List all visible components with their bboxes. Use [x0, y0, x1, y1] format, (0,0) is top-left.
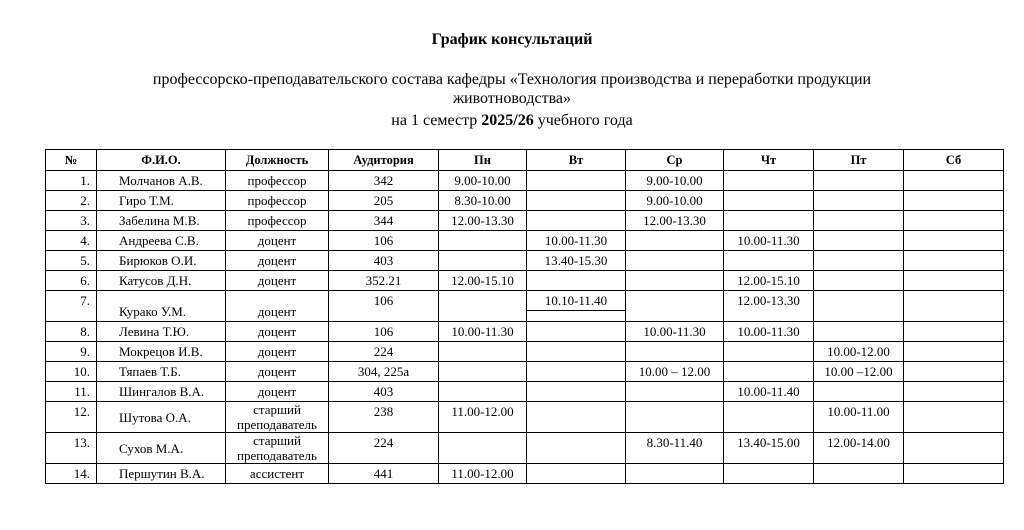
cell-tue: [527, 382, 626, 402]
cell-room: 441: [329, 464, 439, 484]
cell-fri: [814, 322, 904, 342]
cell-name: Мокрецов И.В.: [97, 342, 226, 362]
cell-num: 10.: [46, 362, 97, 382]
cell-num: 4.: [46, 231, 97, 251]
cell-thu: [724, 211, 814, 231]
cell-name: Шингалов В.А.: [97, 382, 226, 402]
cell-fri: 10.00-12.00: [814, 342, 904, 362]
cell-position: доцент: [226, 291, 329, 322]
cell-fri: [814, 231, 904, 251]
col-header-room: Аудитория: [329, 150, 439, 171]
cell-thu: 10.00-11.30: [724, 322, 814, 342]
consultation-table: [45, 149, 1004, 484]
cell-position: доцент: [226, 322, 329, 342]
semester-suffix: учебного года: [533, 112, 633, 129]
cell-wed: 10.00 – 12.00: [626, 362, 724, 382]
cell-tue: [527, 402, 626, 433]
table-row: [46, 211, 1004, 231]
page-subtitle: профессорско-преподавательского состава кафедры «Технология производства и переработки продукции животноводства»: [152, 71, 872, 107]
cell-sat: [904, 464, 1004, 484]
cell-wed: 10.00-11.30: [626, 322, 724, 342]
table-header-row: [46, 150, 1004, 171]
cell-num: 5.: [46, 251, 97, 271]
cell-name: Курако У.М.: [97, 291, 226, 322]
cell-fri: 12.00-14.00: [814, 433, 904, 464]
table-body: [46, 171, 1004, 484]
cell-fri: [814, 211, 904, 231]
page-title: График консультаций: [431, 31, 593, 48]
cell-name: Молчанов А.В.: [97, 171, 226, 191]
semester-year: 2025/26: [481, 112, 534, 129]
cell-fri: [814, 291, 904, 322]
cell-sat: [904, 271, 1004, 291]
cell-position: доцент: [226, 271, 329, 291]
col-header-num: №: [46, 150, 97, 171]
cell-fri: 10.00 –12.00: [814, 362, 904, 382]
cell-fri: [814, 251, 904, 271]
cell-sat: [904, 342, 1004, 362]
cell-name: Левина Т.Ю.: [97, 322, 226, 342]
col-header-thu: Чт: [724, 150, 814, 171]
cell-num: 7.: [46, 291, 97, 322]
cell-tue: [527, 362, 626, 382]
cell-tue: 10.00-11.30: [527, 231, 626, 251]
cell-thu: [724, 342, 814, 362]
cell-thu: [724, 171, 814, 191]
cell-fri: 10.00-11.00: [814, 402, 904, 433]
table-row: [46, 191, 1004, 211]
cell-num: 2.: [46, 191, 97, 211]
cell-wed: [626, 271, 724, 291]
cell-room: 344: [329, 211, 439, 231]
cell-room: 342: [329, 171, 439, 191]
cell-name: Тяпаев Т.Б.: [97, 362, 226, 382]
cell-name: Першутин В.А.: [97, 464, 226, 484]
cell-fri: [814, 171, 904, 191]
semester-line: [0, 111, 1024, 131]
cell-thu: [724, 362, 814, 382]
cell-wed: 9.00-10.00: [626, 171, 724, 191]
cell-fri: [814, 382, 904, 402]
cell-thu: 10.00-11.30: [724, 231, 814, 251]
cell-mon: 11.00-12.00: [439, 402, 527, 433]
cell-num: 8.: [46, 322, 97, 342]
cell-room: 205: [329, 191, 439, 211]
cell-tue: [527, 433, 626, 464]
cell-thu: 13.40-15.00: [724, 433, 814, 464]
cell-thu: [724, 402, 814, 433]
cell-num: 12.: [46, 402, 97, 433]
cell-position: ассистент: [226, 464, 329, 484]
cell-mon: [439, 231, 527, 251]
cell-room: 403: [329, 251, 439, 271]
cell-thu: 12.00-15.10: [724, 271, 814, 291]
cell-room: 224: [329, 342, 439, 362]
cell-room: 106: [329, 231, 439, 251]
cell-position: профессор: [226, 191, 329, 211]
cell-sat: [904, 402, 1004, 433]
cell-position: профессор: [226, 211, 329, 231]
cell-name: Бирюков О.И.: [97, 251, 226, 271]
cell-tue: [527, 271, 626, 291]
cell-thu: 10.00-11.40: [724, 382, 814, 402]
cell-name: Сухов М.А.: [97, 433, 226, 464]
cell-num: 14.: [46, 464, 97, 484]
cell-num: 3.: [46, 211, 97, 231]
cell-num: 6.: [46, 271, 97, 291]
cell-tue-text: 10.10-11.40: [527, 291, 625, 311]
table-row: [46, 251, 1004, 271]
cell-wed: 8.30-11.40: [626, 433, 724, 464]
cell-position: доцент: [226, 342, 329, 362]
cell-sat: [904, 251, 1004, 271]
table-row: [46, 171, 1004, 191]
table-row: [46, 291, 1004, 322]
col-header-fri: Пт: [814, 150, 904, 171]
cell-tue: [527, 211, 626, 231]
cell-room: 304, 225а: [329, 362, 439, 382]
cell-mon: [439, 251, 527, 271]
cell-tue: [527, 322, 626, 342]
cell-mon: 9.00-10.00: [439, 171, 527, 191]
col-header-sat: Сб: [904, 150, 1004, 171]
col-header-mon: Пн: [439, 150, 527, 171]
cell-name: Катусов Д.Н.: [97, 271, 226, 291]
cell-num: 9.: [46, 342, 97, 362]
cell-fri: [814, 271, 904, 291]
cell-room: 238: [329, 402, 439, 433]
cell-position: доцент: [226, 231, 329, 251]
cell-sat: [904, 291, 1004, 322]
cell-sat: [904, 191, 1004, 211]
cell-mon: 12.00-15.10: [439, 271, 527, 291]
col-header-name: Ф.И.О.: [97, 150, 226, 171]
cell-mon: [439, 291, 527, 322]
table-row: [46, 382, 1004, 402]
table-row: [46, 231, 1004, 251]
cell-num: 1.: [46, 171, 97, 191]
cell-room: 224: [329, 433, 439, 464]
cell-wed: [626, 231, 724, 251]
cell-wed: [626, 464, 724, 484]
cell-sat: [904, 322, 1004, 342]
cell-fri: [814, 191, 904, 211]
cell-wed: [626, 342, 724, 362]
cell-tue: [527, 191, 626, 211]
cell-name: Гиро Т.М.: [97, 191, 226, 211]
cell-tue: [527, 291, 626, 322]
col-header-wed: Ср: [626, 150, 724, 171]
cell-wed: 9.00-10.00: [626, 191, 724, 211]
cell-room: 106: [329, 291, 439, 322]
cell-position: доцент: [226, 362, 329, 382]
cell-tue: [527, 464, 626, 484]
cell-position: доцент: [226, 251, 329, 271]
cell-mon: [439, 342, 527, 362]
table-row: [46, 342, 1004, 362]
semester-prefix: на 1 семестр: [391, 112, 482, 129]
cell-mon: 10.00-11.30: [439, 322, 527, 342]
cell-mon: 8.30-10.00: [439, 191, 527, 211]
cell-tue: [527, 171, 626, 191]
cell-mon: 12.00-13.30: [439, 211, 527, 231]
cell-position: профессор: [226, 171, 329, 191]
cell-sat: [904, 171, 1004, 191]
cell-mon: [439, 433, 527, 464]
cell-thu: [724, 464, 814, 484]
cell-sat: [904, 382, 1004, 402]
cell-room: 403: [329, 382, 439, 402]
cell-fri: [814, 464, 904, 484]
cell-tue: 13.40-15.30: [527, 251, 626, 271]
cell-sat: [904, 362, 1004, 382]
table-row: [46, 271, 1004, 291]
col-header-tue: Вт: [527, 150, 626, 171]
col-header-position: Должность: [226, 150, 329, 171]
cell-thu: [724, 251, 814, 271]
cell-sat: [904, 211, 1004, 231]
cell-wed: [626, 382, 724, 402]
cell-thu: 12.00-13.30: [724, 291, 814, 322]
cell-wed: [626, 291, 724, 322]
cell-room: 352.21: [329, 271, 439, 291]
cell-position: старший преподаватель: [226, 402, 329, 433]
cell-tue: [527, 342, 626, 362]
table-row: [46, 433, 1004, 464]
cell-room: 106: [329, 322, 439, 342]
cell-thu: [724, 191, 814, 211]
table-row: [46, 322, 1004, 342]
table-row: [46, 464, 1004, 484]
cell-sat: [904, 231, 1004, 251]
table-row: [46, 362, 1004, 382]
cell-num: 11.: [46, 382, 97, 402]
cell-name: Андреева С.В.: [97, 231, 226, 251]
cell-sat: [904, 433, 1004, 464]
table-row: [46, 402, 1004, 433]
cell-position: доцент: [226, 382, 329, 402]
cell-name: Шутова О.А.: [97, 402, 226, 433]
cell-name: Забелина М.В.: [97, 211, 226, 231]
cell-wed: [626, 402, 724, 433]
cell-mon: [439, 382, 527, 402]
cell-position: старший преподаватель: [226, 433, 329, 464]
cell-wed: [626, 251, 724, 271]
cell-mon: 11.00-12.00: [439, 464, 527, 484]
cell-num: 13.: [46, 433, 97, 464]
cell-mon: [439, 362, 527, 382]
cell-wed: 12.00-13.30: [626, 211, 724, 231]
